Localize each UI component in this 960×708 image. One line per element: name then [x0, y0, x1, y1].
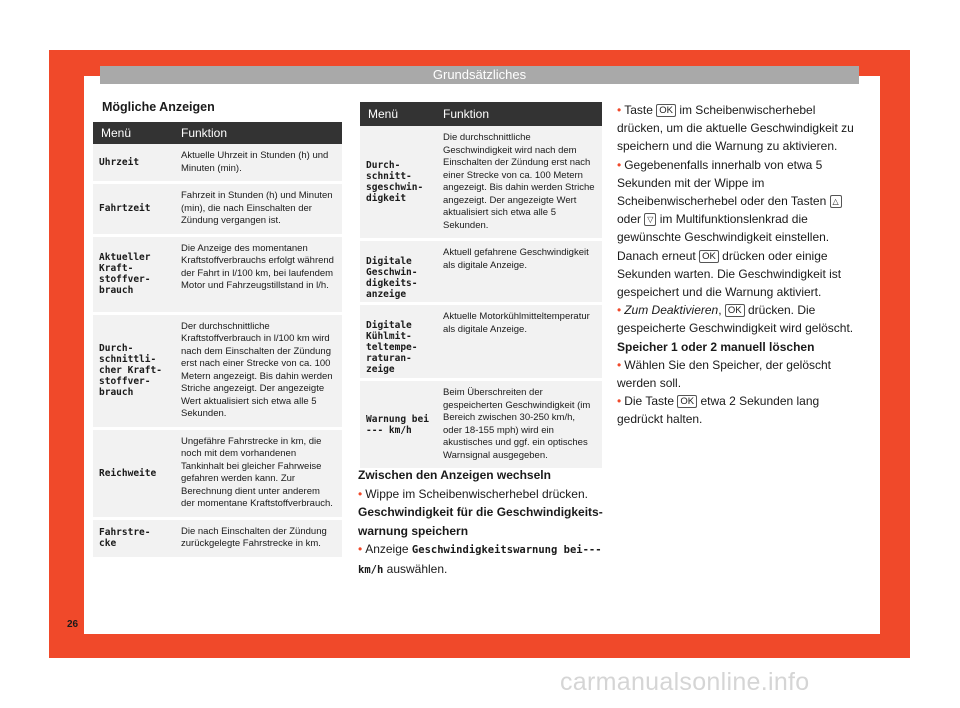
- bullet-icon: •: [617, 394, 622, 409]
- column-header-menu: Menü: [93, 122, 173, 144]
- heading-clear-memory: Speicher 1 oder 2 manuell löschen: [617, 339, 815, 354]
- menu-cell: Warnung bei --- km/h: [360, 380, 435, 470]
- menu-cell: Fahrtzeit: [93, 183, 173, 236]
- column-header-function: Funktion: [173, 122, 342, 144]
- menu-cell: Digitale Kühlmit-teltempe-raturan-zeige: [360, 304, 435, 380]
- table-row: [360, 126, 602, 240]
- display-table-left: [93, 122, 342, 560]
- function-cell: Fahrzeit in Stunden (h) und Minuten (min), die nach Einschalten der Zündung vergangen ist.: [173, 183, 342, 236]
- list-item: • Wippe im Scheibenwischerhebel drücken.: [358, 486, 588, 501]
- table-row: [93, 235, 342, 313]
- function-cell: Aktuell gefahrene Geschwindigkeit als digitale Anzeige.: [435, 240, 602, 304]
- table-row: [360, 304, 602, 380]
- table-row: [93, 183, 342, 236]
- bullet-icon: •: [617, 357, 622, 372]
- column-header-menu: Menü: [360, 102, 435, 126]
- ok-key-icon: OK: [656, 104, 676, 117]
- function-cell: Der durchschnittliche Kraftstoffverbrauch in l/100 km wird nach dem Einschalten der Zündung erst nach einer Strecke von ca. 100 Metern angezeigt. Bis dahin werden Striche angezeigt. Der angezeigte Wert aktualisiert sich etwa alle 5 Sekunden.: [173, 313, 342, 428]
- heading-switch-display: Zwischen den Anzeigen wechseln: [358, 468, 551, 482]
- menu-cell: Reichweite: [93, 428, 173, 518]
- bullet-icon: •: [617, 103, 622, 117]
- function-cell: Die nach Einschalten der Zündung zurückgelegte Fahrstrecke in km.: [173, 518, 342, 558]
- menu-cell: Digitale Geschwin-digkeits-anzeige: [360, 240, 435, 304]
- page-header: Grundsätzliches: [100, 66, 859, 84]
- function-cell: Die Anzeige des momentanen Kraftstoffverbrauchs erfolgt während der Fahrt in l/100 km, bei laufendem Motor und Fahrzeugstillstand in l/h.: [173, 235, 342, 313]
- list-item: • Gegebenenfalls innerhalb von etwa 5 Sekunden mit der Wippe im Scheibenwischerhebel oder den Tasten △ oder ▽ im Multifunktionslenkrad die gewünschte Geschwindigkeit einstellen. Danach erneut OK drücken oder einige Sekunden warten. Die Geschwindigkeit ist gespeichert und die Warnung aktiviert.: [617, 157, 842, 300]
- bullet-icon: •: [617, 157, 622, 172]
- function-cell: Beim Überschreiten der gespeicherten Geschwindigkeit (im Bereich zwischen 30-250 km/h, oder 18-155 mph) wird ein akustisches und ggf. ein optisches Warnsignal ausgegeben.: [435, 380, 602, 470]
- ok-key-icon: OK: [699, 250, 719, 263]
- section-title: Mögliche Anzeigen: [102, 100, 215, 114]
- function-cell: Aktuelle Motorkühlmitteltemperatur als digitale Anzeige.: [435, 304, 602, 380]
- menu-cell: Uhrzeit: [93, 144, 173, 183]
- page-number: 26: [67, 619, 79, 630]
- column-header-function: Funktion: [435, 102, 602, 126]
- table-row: [93, 428, 342, 518]
- menu-code: Geschwindigkeitswarnung bei--- km/h: [358, 544, 602, 576]
- menu-cell: Durch-schnittli-cher Kraft-stoffver-brauch: [93, 313, 173, 428]
- right-column-text: [617, 101, 863, 429]
- table-row: [93, 144, 342, 183]
- list-item: • Wählen Sie den Speicher, der gelöscht werden soll.: [617, 357, 831, 391]
- table-row: [360, 240, 602, 304]
- arrow-up-key-icon: △: [830, 195, 842, 208]
- menu-cell: Fahrstre-cke: [93, 518, 173, 558]
- function-cell: Die durchschnittliche Geschwindigkeit wird nach dem Einschalten der Zündung erst nach einer Strecke von ca. 100 Metern angezeigt. Bis dahin werden Striche angezeigt. Der angezeigte Wert aktualisiert sich etwa alle 5 Sekunden.: [435, 126, 602, 240]
- function-cell: Ungefähre Fahrstrecke in km, die noch mit dem vorhandenen Tankinhalt bei gleicher Fahrweise gefahren werden kann. Zur Berechnung dient unter anderem der momentane Kraftstoffverbrauch.: [173, 428, 342, 518]
- display-table-right: [360, 102, 602, 471]
- list-item: • Die Taste OK etwa 2 Sekunden lang gedrückt halten.: [617, 394, 820, 427]
- table-row: [360, 380, 602, 470]
- arrow-down-key-icon: ▽: [644, 213, 656, 226]
- watermark: carmanualsonline.info: [560, 668, 810, 696]
- menu-cell: Aktueller Kraft-stoffver-brauch: [93, 235, 173, 313]
- middle-column-text: [358, 466, 608, 579]
- bullet-icon: •: [617, 303, 622, 318]
- ok-key-icon: OK: [677, 395, 697, 408]
- list-item: • Zum Deaktivieren, OK drücken. Die gespeicherte Geschwindigkeit wird gelöscht.: [617, 303, 854, 336]
- menu-cell: Durch-schnitt-sgeschwin-digkeit: [360, 126, 435, 240]
- ok-key-icon: OK: [725, 304, 745, 317]
- function-cell: Aktuelle Uhrzeit in Stunden (h) und Minuten (min).: [173, 144, 342, 183]
- table-row: [93, 313, 342, 428]
- table-row: [93, 518, 342, 558]
- list-item: • Taste OK im Scheibenwischerhebel drücken, um die aktuelle Geschwindigkeit zu speichern und die Warnung zu aktivieren.: [617, 103, 854, 154]
- list-item: • Anzeige Geschwindigkeitswarnung bei--- km/h auswählen.: [358, 542, 602, 576]
- bullet-icon: •: [358, 486, 363, 501]
- heading-save-speed: Geschwindigkeit für die Geschwindigkeits-warnung speichern: [358, 505, 603, 538]
- bullet-icon: •: [358, 542, 363, 556]
